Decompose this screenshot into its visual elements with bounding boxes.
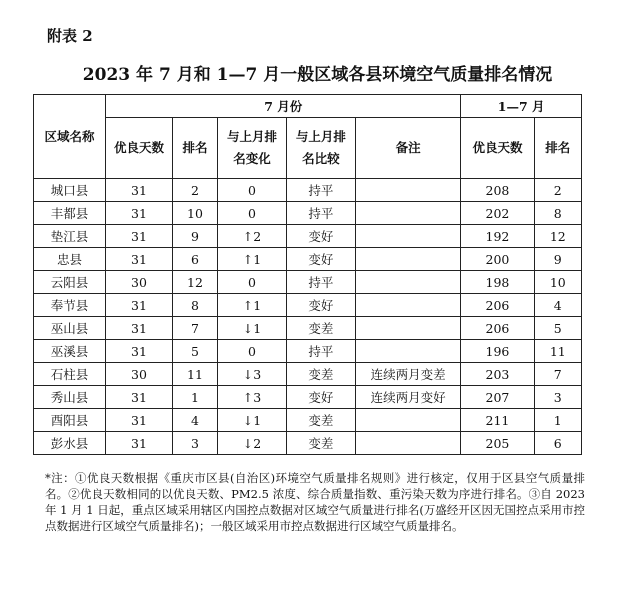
- cell-good-days: 31: [106, 432, 173, 455]
- cell-remark: [355, 202, 461, 225]
- cell-name: 忠县: [34, 248, 106, 271]
- cell-rank: 4: [172, 409, 217, 432]
- document-title: 2023 年 7 月和 1—7 月一般区域各县环境空气质量排名情况: [82, 65, 553, 85]
- cell-change: 0: [218, 179, 287, 202]
- cell-comparison: 持平: [286, 271, 355, 294]
- cell-good-days: 30: [106, 363, 173, 386]
- header-region: 区域名称: [34, 95, 106, 179]
- cell-comparison: 变差: [286, 432, 355, 455]
- cell-ytd-days: 208: [461, 179, 534, 202]
- cell-good-days: 31: [106, 386, 173, 409]
- table-row: [34, 271, 582, 294]
- cell-good-days: 30: [106, 271, 173, 294]
- cell-ytd-days: 203: [461, 363, 534, 386]
- cell-ytd-days: 206: [461, 317, 534, 340]
- cell-comparison: 变好: [286, 386, 355, 409]
- cell-comparison: 变好: [286, 225, 355, 248]
- cell-good-days: 31: [106, 409, 173, 432]
- cell-change: ↑2: [218, 225, 287, 248]
- cell-ytd-rank: 5: [534, 317, 581, 340]
- header-good-days: 优良天数: [106, 118, 173, 179]
- cell-good-days: 31: [106, 202, 173, 225]
- header-rank: 排名: [172, 118, 217, 179]
- cell-change: ↑1: [218, 294, 287, 317]
- cell-ytd-rank: 6: [534, 432, 581, 455]
- cell-ytd-rank: 7: [534, 363, 581, 386]
- cell-comparison: 变好: [286, 294, 355, 317]
- cell-ytd-days: 196: [461, 340, 534, 363]
- cell-change: ↓1: [218, 317, 287, 340]
- cell-name: 石柱县: [34, 363, 106, 386]
- header-ytd-good-days: 优良天数: [461, 118, 534, 179]
- cell-good-days: 31: [106, 294, 173, 317]
- cell-ytd-rank: 2: [534, 179, 581, 202]
- cell-name: 酉阳县: [34, 409, 106, 432]
- header-remark: 备注: [355, 118, 461, 179]
- cell-good-days: 31: [106, 248, 173, 271]
- cell-ytd-rank: 8: [534, 202, 581, 225]
- cell-good-days: 31: [106, 179, 173, 202]
- table-row: [34, 340, 582, 363]
- cell-remark: [355, 432, 461, 455]
- cell-comparison: 持平: [286, 179, 355, 202]
- cell-comparison: 持平: [286, 340, 355, 363]
- header-rank-change: 与上月排名变化: [218, 118, 287, 179]
- header-month-group: 7 月份: [106, 95, 461, 118]
- cell-change: ↓1: [218, 409, 287, 432]
- cell-ytd-days: 205: [461, 432, 534, 455]
- cell-ytd-rank: 3: [534, 386, 581, 409]
- cell-change: ↓3: [218, 363, 287, 386]
- cell-rank: 5: [172, 340, 217, 363]
- cell-name: 城口县: [34, 179, 106, 202]
- table-row: [34, 225, 582, 248]
- table-row: [34, 432, 582, 455]
- cell-ytd-rank: 11: [534, 340, 581, 363]
- header-comparison: 与上月排名比较: [286, 118, 355, 179]
- cell-good-days: 31: [106, 225, 173, 248]
- ranking-table: [33, 94, 582, 455]
- cell-rank: 8: [172, 294, 217, 317]
- table-row: [34, 202, 582, 225]
- cell-ytd-days: 192: [461, 225, 534, 248]
- table-row: [34, 248, 582, 271]
- cell-remark: [355, 248, 461, 271]
- cell-remark: [355, 294, 461, 317]
- cell-ytd-days: 198: [461, 271, 534, 294]
- table-row: [34, 386, 582, 409]
- header-ytd-rank: 排名: [534, 118, 581, 179]
- footnote: *注：①优良天数根据《重庆市区县(自治区)环境空气质量排名规则》进行核定，仅用于区县空气质量排名。②优良天数相同的以优良天数、PM2.5 浓度、综合质量指数、重污染天数为序进行排名。③自 2023 年 1 月 1 日起，重点区域采用辖区内国控点数据对区域空气质量进行排名(万盛经开区因无国控点采用市控点数据进行区域空气质量排名)；一般区域采用市控点数据进行区域空气质量排名。: [45, 471, 585, 533]
- cell-name: 巫溪县: [34, 340, 106, 363]
- cell-change: 0: [218, 271, 287, 294]
- appendix-label: 附表 2: [47, 27, 93, 45]
- cell-name: 秀山县: [34, 386, 106, 409]
- cell-change: 0: [218, 340, 287, 363]
- cell-rank: 6: [172, 248, 217, 271]
- header-ytd-group: 1—7 月: [461, 95, 582, 118]
- cell-remark: 连续两月变差: [355, 363, 461, 386]
- cell-ytd-days: 206: [461, 294, 534, 317]
- table-row: [34, 294, 582, 317]
- table-row: [34, 179, 582, 202]
- cell-name: 垫江县: [34, 225, 106, 248]
- cell-change: 0: [218, 202, 287, 225]
- cell-comparison: 变差: [286, 317, 355, 340]
- cell-ytd-days: 202: [461, 202, 534, 225]
- cell-remark: [355, 179, 461, 202]
- cell-ytd-days: 207: [461, 386, 534, 409]
- cell-comparison: 变好: [286, 248, 355, 271]
- cell-remark: 连续两月变好: [355, 386, 461, 409]
- cell-ytd-days: 211: [461, 409, 534, 432]
- cell-comparison: 变差: [286, 363, 355, 386]
- cell-ytd-rank: 9: [534, 248, 581, 271]
- cell-remark: [355, 271, 461, 294]
- cell-rank: 10: [172, 202, 217, 225]
- cell-good-days: 31: [106, 340, 173, 363]
- cell-ytd-rank: 1: [534, 409, 581, 432]
- cell-rank: 1: [172, 386, 217, 409]
- cell-name: 彭水县: [34, 432, 106, 455]
- table-body: [34, 179, 582, 455]
- table-row: [34, 363, 582, 386]
- table-row: [34, 409, 582, 432]
- cell-remark: [355, 225, 461, 248]
- cell-ytd-days: 200: [461, 248, 534, 271]
- cell-change: ↑1: [218, 248, 287, 271]
- cell-rank: 9: [172, 225, 217, 248]
- cell-good-days: 31: [106, 317, 173, 340]
- cell-name: 奉节县: [34, 294, 106, 317]
- cell-change: ↑3: [218, 386, 287, 409]
- cell-rank: 2: [172, 179, 217, 202]
- cell-remark: [355, 340, 461, 363]
- cell-comparison: 持平: [286, 202, 355, 225]
- table-row: [34, 317, 582, 340]
- cell-ytd-rank: 12: [534, 225, 581, 248]
- cell-comparison: 变差: [286, 409, 355, 432]
- cell-name: 巫山县: [34, 317, 106, 340]
- cell-remark: [355, 317, 461, 340]
- cell-rank: 3: [172, 432, 217, 455]
- cell-rank: 7: [172, 317, 217, 340]
- cell-remark: [355, 409, 461, 432]
- cell-rank: 11: [172, 363, 217, 386]
- cell-name: 丰都县: [34, 202, 106, 225]
- cell-change: ↓2: [218, 432, 287, 455]
- cell-ytd-rank: 10: [534, 271, 581, 294]
- cell-name: 云阳县: [34, 271, 106, 294]
- cell-ytd-rank: 4: [534, 294, 581, 317]
- cell-rank: 12: [172, 271, 217, 294]
